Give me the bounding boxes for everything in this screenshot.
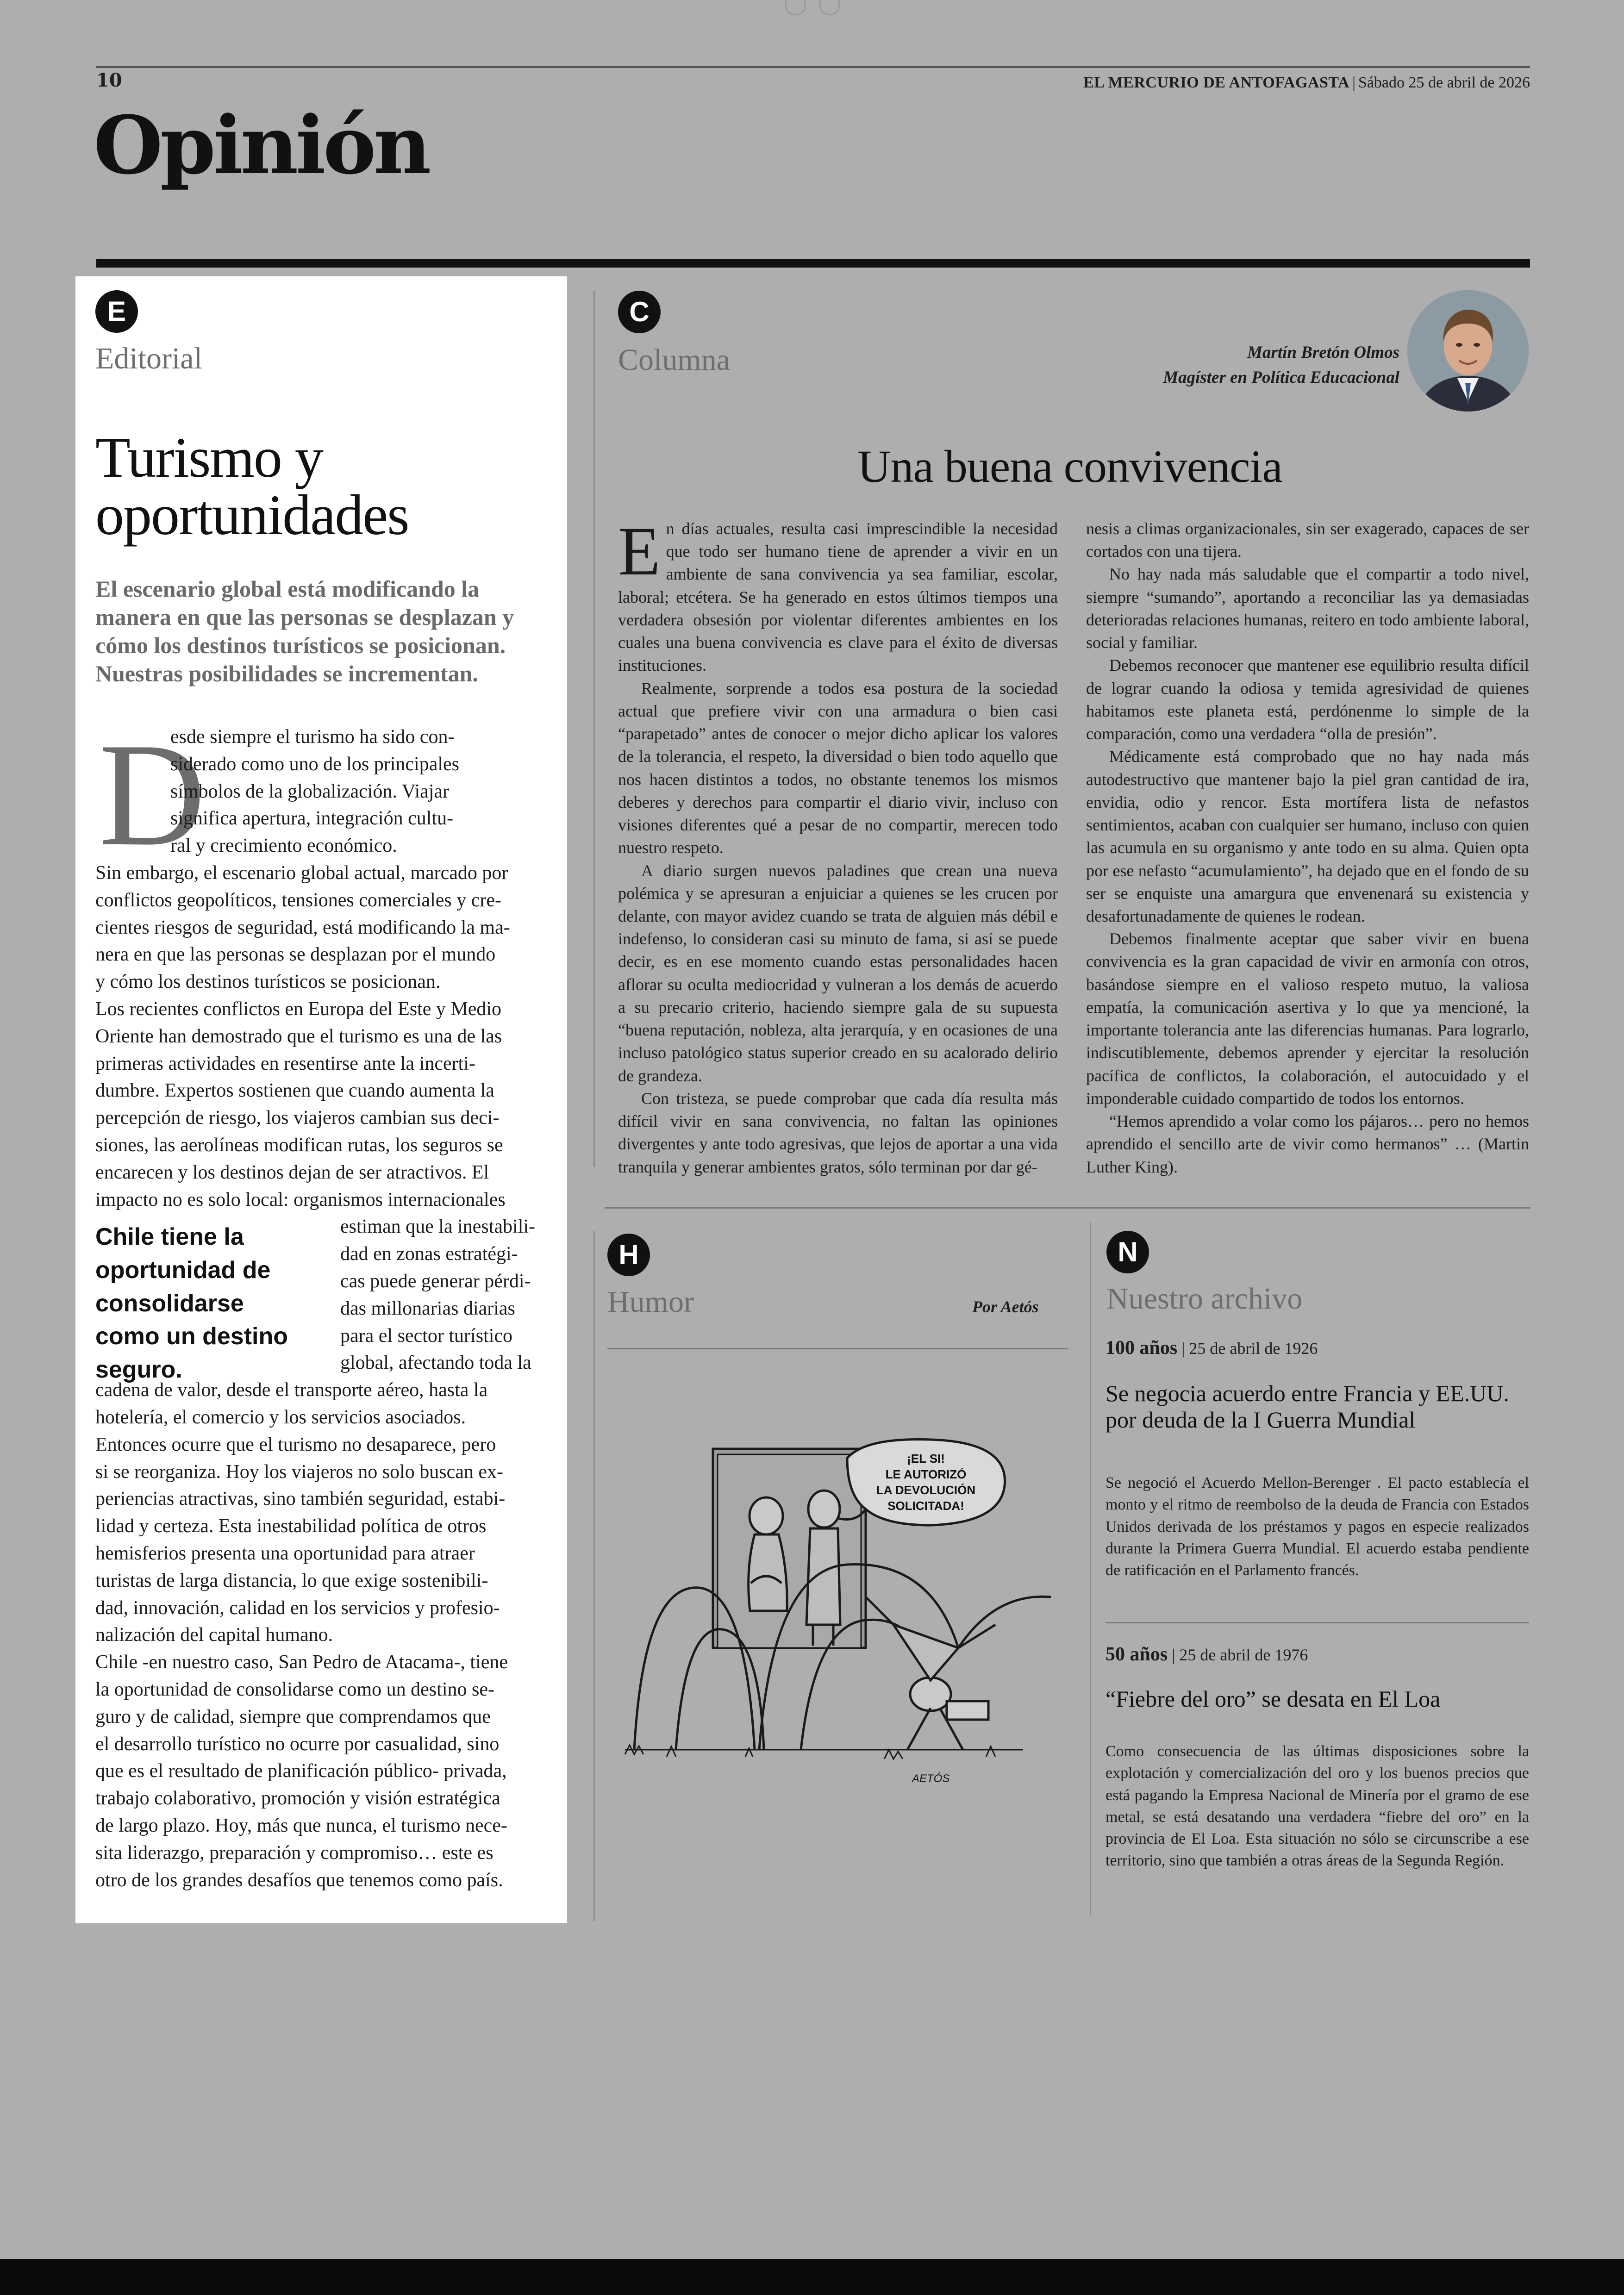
editorial-line: turistas de larga distancia, lo que exige sostenibili- xyxy=(95,1570,488,1591)
column-paragraph: nesis a climas organizacionales, sin ser exagerado, capaces de ser cortados con una tijera. xyxy=(1086,519,1529,561)
humor-rule xyxy=(607,1348,1068,1349)
editorial-line: esde siempre el turismo ha sido con- xyxy=(170,726,455,748)
column-text-left xyxy=(618,513,1058,1179)
editorial-line: dumbre. Expertos sostienen que cuando aumenta la xyxy=(95,1080,494,1102)
editorial-line: estiman que la inestabili- xyxy=(340,1216,536,1238)
page-indicator-dot[interactable] xyxy=(819,0,840,15)
author-name: Martín Bretón Olmos xyxy=(1247,343,1399,362)
editorial-label: Editorial xyxy=(95,342,202,375)
editorial-line: conflictos geopolíticos, tensiones comerciales y cre- xyxy=(95,889,502,911)
editorial-line: cadena de valor, desde el transporte aéreo, hasta la xyxy=(95,1379,488,1401)
archive-headline: “Fiebre del oro” se desata en El Loa xyxy=(1106,1686,1441,1712)
archive-label: Nuestro archivo xyxy=(1106,1282,1303,1316)
column-divider xyxy=(593,1231,595,1921)
header-rule xyxy=(96,66,1530,68)
editorial-line: sita liderazgo, preparación y compromiso… este es xyxy=(95,1842,493,1864)
editorial-line: hotelería, el comercio y los servicios asociados. xyxy=(95,1407,466,1428)
editorial-line: significa apertura, integración cultu- xyxy=(170,808,454,829)
column-paragraph: Con tristeza, se puede comprobar que cada día resulta más difícil vivir en sana convivencia, no faltan las opiniones divergentes y ante todo agresivas, que lejos de aportar a una vida tranquila y generar ambientes gratos, sólo terminan por dar gé- xyxy=(618,1089,1058,1176)
humor-credit: Por Aetós xyxy=(972,1297,1039,1316)
editorial-box xyxy=(75,276,567,1923)
section-divider xyxy=(605,1207,1530,1209)
editorial-line: trabajo colaborativo, promoción y visión estratégica xyxy=(95,1788,500,1809)
archive-date: 25 de abril de 1976 xyxy=(1179,1646,1308,1664)
section-title: Opinión xyxy=(94,98,429,192)
publication-date: Sábado 25 de abril de 2026 xyxy=(1358,74,1530,91)
archive-item-meta: 100 años | 25 de abril de 1926 xyxy=(1106,1337,1318,1359)
editorial-line: nalización del capital humano. xyxy=(95,1624,333,1646)
archive-text: Se negoció el Acuerdo Mellon-Berenger . El pacto establecía el monto y el ritmo de reembolso de la deuda de Francia con Estados Unidos derivada de los préstamos y pagos en especie realizados durante la Primera Guerra Mundial. El acuerdo estaba pendiente de ratificación en el Parlamento francés. xyxy=(1106,1474,1529,1579)
column-label: Columna xyxy=(618,343,730,377)
archive-headline: Se negocia acuerdo entre Francia y EE.UU. por deuda de la I Guerra Mundial xyxy=(1106,1380,1509,1433)
headline-line: oportunidades xyxy=(95,483,409,547)
editorial-line: encarecen y los destinos dejan de ser atractivos. El xyxy=(95,1161,489,1183)
column-divider xyxy=(593,291,595,1167)
editorial-headline xyxy=(95,426,558,547)
column-text-right xyxy=(1086,518,1529,1179)
editorial-line: percepción de riesgo, los viajeros cambian sus deci- xyxy=(95,1107,500,1129)
editorial-subtitle: El escenario global está modificando la manera en que las personas se desplazan y cómo los destinos turísticos se posicionan. Nuestras posibilidades se incrementan. xyxy=(95,576,514,686)
editorial-badge: E xyxy=(95,290,138,333)
editorial-line: ral y crecimiento económico. xyxy=(170,835,397,857)
archive-date: 25 de abril de 1926 xyxy=(1189,1339,1318,1358)
editorial-line: para el sector turístico xyxy=(340,1325,513,1347)
editorial-line: global, afectando toda la xyxy=(340,1352,531,1374)
editorial-line: guro y de calidad, siempre que comprendamos que xyxy=(95,1706,491,1727)
archive-badge: N xyxy=(1106,1231,1149,1273)
editorial-line: Los recientes conflictos en Europa del Este y Medio xyxy=(95,998,502,1020)
viewer-bottom-bar xyxy=(0,2259,1624,2295)
column-paragraph: “Hemos aprendido a volar como los pájaros… pero no hemos aprendido el sencillo arte de vivir como hermanos” … (Martin Luther King). xyxy=(1086,1112,1529,1176)
archive-years: 100 años xyxy=(1106,1337,1178,1359)
editorial-line: Sin embargo, el escenario global actual, marcado por xyxy=(95,862,508,884)
editorial-line: y cómo los destinos turísticos se posicionan. xyxy=(95,971,441,993)
editorial-line: cientes riesgos de seguridad, está modificando la ma- xyxy=(95,917,510,938)
column-badge: C xyxy=(618,291,661,333)
page-indicator-dot[interactable] xyxy=(785,0,806,15)
editorial-line: Oriente han demostrado que el turismo es una de las xyxy=(95,1025,502,1047)
editorial-line: si se reorganiza. Hoy los viajeros no solo buscan ex- xyxy=(95,1461,504,1483)
editorial-line: periencias atractivas, sino también seguridad, estabi- xyxy=(95,1488,506,1510)
editorial-line: nera en que las personas se desplazan por el mundo xyxy=(95,944,496,966)
author-byline xyxy=(1163,340,1399,390)
column-paragraph: Debemos finalmente aceptar que saber vivir en buena convivencia es la gran capacidad de vivir en armonía con otros, basándose siempre en el valioso respeto mutuo, la valiosa empatía, la comunicación asertiva y lo que ya mencioné, la importante tolerancia ante las diferencias humanas. Para lograrlo, indiscutiblemente, debemos aprender y ejercitar la resolución pacífica de conflictos, la colaboración, el autocuidado y el imponderable cuidado compartido de todos los entornos. xyxy=(1086,929,1529,1108)
editorial-line: otro de los grandes desafíos que tenemos como país. xyxy=(95,1869,503,1891)
archive-years: 50 años xyxy=(1106,1644,1168,1665)
cartoon-drawing xyxy=(606,1430,1069,1810)
column-paragraph: Debemos reconocer que mantener ese equilibrio resulta difícil de lograr cuando la odiosa y temida agresividad de quienes habitamos este planeta está, perdónenme lo simple de la comparación, como una verdadera “olla de presión”. xyxy=(1086,656,1529,743)
column-paragraph: No hay nada más saludable que el compartir a todo nivel, siempre “sumando”, aportando a reconciliar las ya demasiadas deterioradas relaciones humanas, reitero en todo ambiente laboral, social y familiar. xyxy=(1086,565,1529,652)
column-paragraph: A diario surgen nuevos paladines que crean una nueva polémica y se apresuran a enjuiciar a quienes se les crucen por delante, con mayor avidez cuando se trata de alguien más débil e indefenso, lo consideran casi su minuto de fama, si así se puede decir, es en ese momento cuando estas personalidades hacen aflorar su oculta mediocridad y vulneran a los demás de acuerdo a su precario criterio, haciendo siempre gala de su supuesta “buena reputación, nobleza, alta jerarquía, y en ocasiones de una incluso patológico status superior creado en su acalorado delirio de grandeza. xyxy=(618,861,1058,1085)
editorial-line: de largo plazo. Hoy, más que nunca, el turismo nece- xyxy=(95,1815,507,1836)
section-rule xyxy=(96,259,1530,268)
page-number: 10 xyxy=(96,69,122,91)
archive-divider xyxy=(1106,1622,1529,1623)
speech-line: ¡EL SI! xyxy=(907,1452,945,1466)
editorial-line: la oportunidad de consolidarse como un destino se- xyxy=(95,1679,494,1700)
editorial-line: el desarrollo turístico no ocurre por casualidad, sino xyxy=(95,1733,500,1755)
editorial-line: primeras actividades en resentirse ante la incerti- xyxy=(95,1053,475,1074)
publication-name: EL MERCURIO DE ANTOFAGASTA xyxy=(1083,74,1350,91)
editorial-drop-cap: D xyxy=(99,713,206,877)
speech-line: LA DEVOLUCIÓN xyxy=(876,1483,976,1497)
headline-line: Turismo y xyxy=(95,426,323,489)
editorial-line: impacto no es solo local: organismos internacionales xyxy=(95,1189,506,1210)
editorial-line: lidad y certeza. Esta inestabilidad política de otros xyxy=(95,1515,487,1537)
column-paragraph: Realmente, sorprende a todos esa postura de la sociedad actual que prefiere vivir con una armadura o bien casi “parapetado” antes de conocer o mejor dicho aplicar los valores de la tolerancia, el respeto, la diversidad o bien todo aquello que nos hacen distintos a todos, no obstante tenemos los mismos deberes y derechos para compartir el diario vivir, incluso con visiones diferentes qué a pesar de no compartir, merecen todo nuestro respeto. xyxy=(618,679,1058,857)
editorial-line: Chile -en nuestro caso, San Pedro de Atacama-, tiene xyxy=(95,1652,508,1673)
editorial-line: hemisferios presenta una oportunidad para atraer xyxy=(95,1543,475,1564)
editorial-line: Entonces ocurre que el turismo no desaparece, pero xyxy=(95,1434,496,1455)
column-drop-cap: E xyxy=(618,513,661,590)
column-divider xyxy=(1090,1222,1091,1916)
editorial-pull-quote: Chile tiene la oportunidad de consolidarse como un destino seguro. xyxy=(95,1223,288,1383)
speech-line: SOLICITADA! xyxy=(887,1499,964,1513)
column-paragraph: Médicamente está comprobado que no hay nada más autodestructivo que mantener bajo la piel gran cantidad de ira, envidia, odio y rencor. Esta mortífera lista de nefastos sentimientos, acaban con cualquier ser humano, incluso con quien las acumula en su organismo y ante todo en su alma. Quien opta por ese nefasto “acumulamiento”, ha dejado que en el fondo de su ser se enquiste una amargura que envenenará su existencia y desafortunadamente de quienes le rodean. xyxy=(1086,747,1529,925)
author-avatar xyxy=(1407,290,1529,412)
archive-item-meta: 50 años | 25 de abril de 1976 xyxy=(1106,1644,1308,1665)
editorial-line: dad, innovación, calidad en los servicios y profesio- xyxy=(95,1597,500,1619)
speech-line: LE AUTORIZÓ xyxy=(885,1467,967,1481)
editorial-line: siderado como uno de los principales xyxy=(170,753,460,775)
archive-text: Como consecuencia de las últimas disposiciones sobre la explotación y comercialización del oro y los buenos precios que está pagando la Empresa Nacional de Minería por el gramo de ese metal, se está desatando una verdadera “fiebre del oro” en la provincia de El Loa. Esta situación no sólo se circunscribe a ese territorio, sino que también a otras áreas de la Segunda Región. xyxy=(1106,1743,1529,1870)
column-title: Una buena convivencia xyxy=(857,441,1282,492)
editorial-line: que es el resultado de planificación público- privada, xyxy=(95,1760,507,1782)
humor-cartoon xyxy=(606,1430,1069,1810)
cartoon-signature: AETÓS xyxy=(912,1772,950,1785)
column-paragraph: n días actuales, resulta casi imprescindible la necesidad que todo ser humano tiene de aprender a vivir en un ambiente de sana convivencia ya sea familiar, escolar, laboral; etcétera. Se ha generado en estos últimos tiempos una verdadera obsesión por violentar diferentes ambientes en los cuales una buena convivencia es clave para el éxito de diversas instituciones. xyxy=(618,519,1058,675)
editorial-line: das millonarias diarias xyxy=(340,1297,515,1319)
author-title: Magíster en Política Educacional xyxy=(1163,368,1399,387)
masthead: EL MERCURIO DE ANTOFAGASTA | Sábado 25 de abril de 2026 xyxy=(1083,74,1530,91)
editorial-line: dad en zonas estratégi- xyxy=(340,1243,518,1265)
author-photo xyxy=(1407,290,1529,412)
editorial-line: símbolos de la globalización. Viajar xyxy=(170,780,450,802)
humor-label: Humor xyxy=(607,1285,694,1319)
editorial-line: siones, las aerolíneas modifican rutas, los seguros se xyxy=(95,1135,503,1156)
editorial-line: cas puede generar pérdi- xyxy=(340,1271,531,1292)
humor-badge: H xyxy=(607,1234,650,1276)
